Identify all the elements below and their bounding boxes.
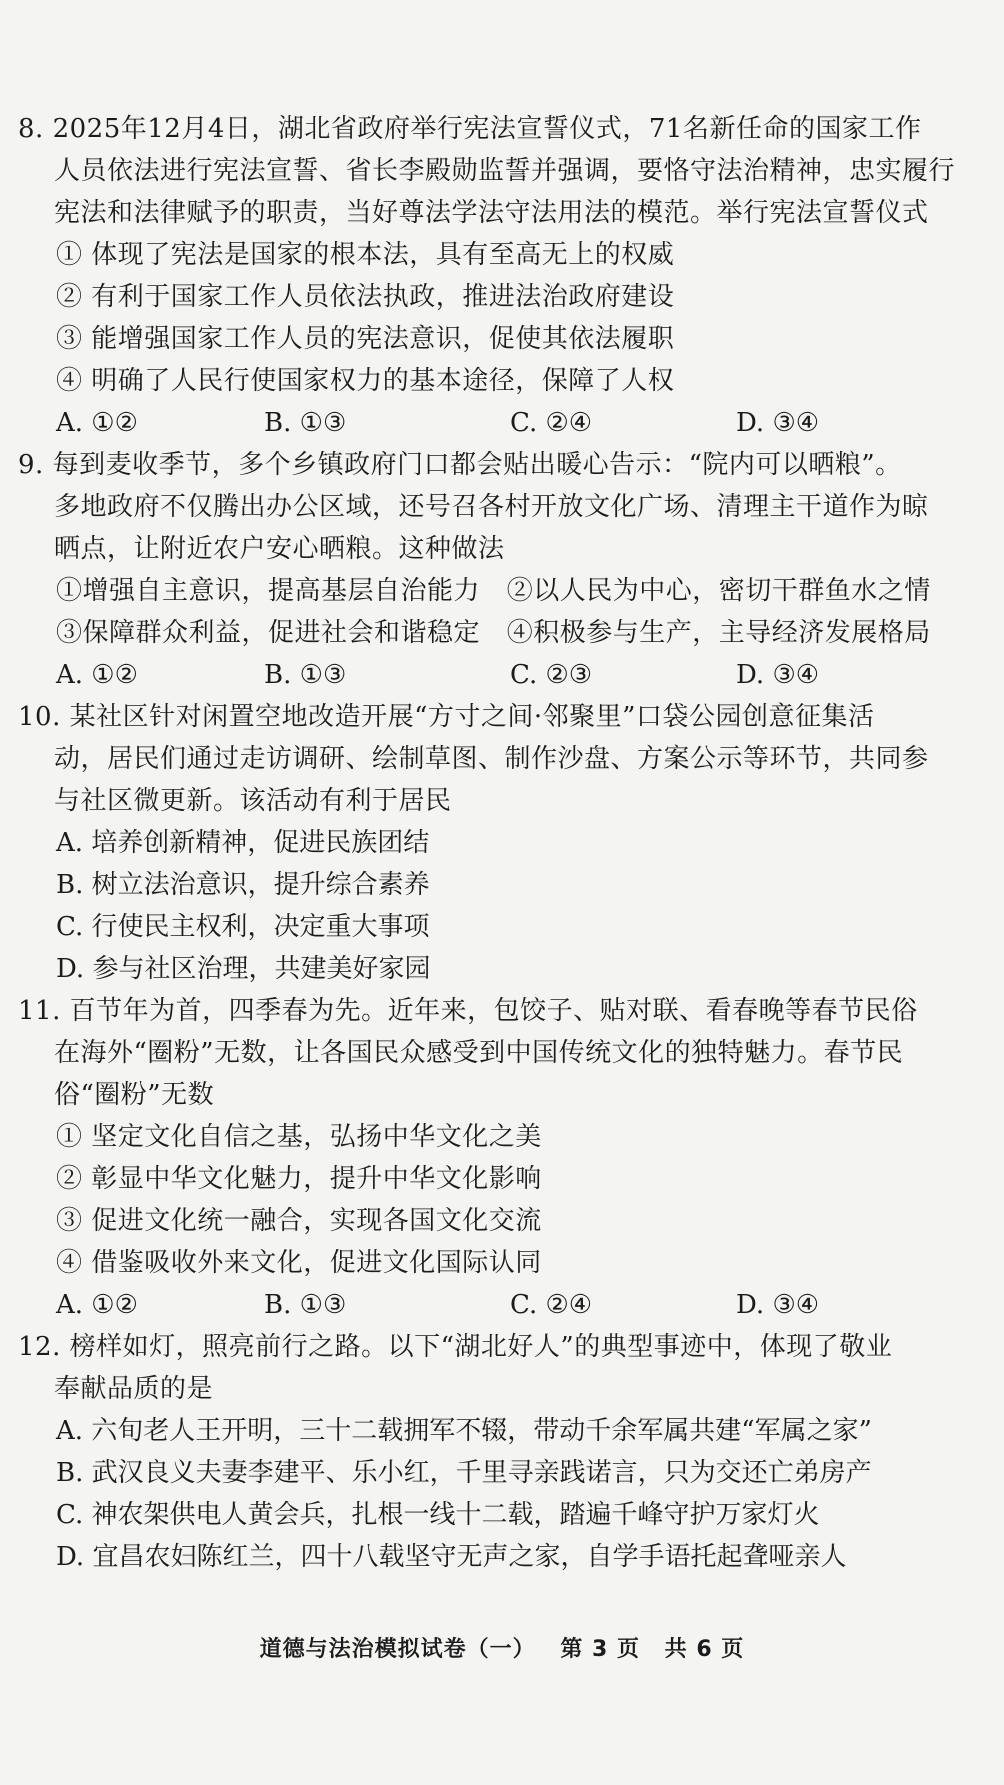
choice-a: A. ①② (56, 1290, 138, 1320)
statement: ①增强自主意识，提高基层自治能力 (56, 576, 481, 606)
page-number: 第 3 页 (560, 1637, 640, 1662)
choice-c: C. 神农架供电人黄会兵，扎根一线十二载，踏遍千峰守护万家灯火 (56, 1500, 820, 1530)
choice-b: B. 武汉良义夫妻李建平、乐小红，千里寻亲践诺言，只为交还亡弟房产 (56, 1458, 872, 1488)
choice-row (18, 1284, 950, 1326)
question-stem-line: 动，居民们通过走访调研、绘制草图、制作沙盘、方案公示等环节，共同参 (54, 744, 929, 774)
statement: ③保障群众利益，促进社会和谐稳定 (56, 618, 481, 648)
statement: ④ 借鉴吸收外来文化，促进文化国际认同 (56, 1248, 542, 1278)
statement-pair-row (18, 570, 950, 612)
question-stem-line: 奉献品质的是 (54, 1374, 214, 1404)
statement: ③ 能增强国家工作人员的宪法意识，促使其依法履职 (56, 324, 675, 354)
question-stem-line: 晒点，让附近农户安心晒粮。这种做法 (54, 534, 505, 564)
question-10 (18, 696, 950, 990)
choice-b: B. ①③ (264, 660, 347, 690)
question-9 (18, 444, 950, 696)
question-stem-line: 11. 百节年为首，四季春为先。近年来，包饺子、贴对联、看春晚等春节民俗 (18, 996, 918, 1026)
statement: ④积极参与生产，主导经济发展格局 (506, 618, 931, 648)
choice-c: C. 行使民主权利，决定重大事项 (56, 912, 430, 942)
choice-d: D. 参与社区治理，共建美好家园 (56, 954, 431, 984)
question-stem-line: 10. 某社区针对闲置空地改造开展“方寸之间·邻聚里”口袋公园创意征集活 (18, 702, 875, 732)
choice-b: B. ①③ (264, 1290, 347, 1320)
question-stem-line: 宪法和法律赋予的职责，当好尊法学法守法用法的模范。举行宪法宣誓仪式 (54, 198, 929, 228)
choice-a: A. ①② (56, 408, 138, 438)
exam-title: 道德与法治模拟试卷（一） (259, 1637, 536, 1662)
choice-b: B. 树立法治意识，提升综合素养 (56, 870, 430, 900)
choice-d: D. 宜昌农妇陈红兰，四十八载坚守无声之家，自学手语托起聋哑亲人 (56, 1542, 847, 1572)
statement: ① 坚定文化自信之基，弘扬中华文化之美 (56, 1122, 542, 1152)
choice-row (18, 654, 950, 696)
statement: ③ 促进文化统一融合，实现各国文化交流 (56, 1206, 542, 1236)
statement: ④ 明确了人民行使国家权力的基本途径，保障了人权 (56, 366, 675, 396)
choice-a: A. ①② (56, 660, 138, 690)
choice-row (18, 402, 950, 444)
statement: ②以人民为中心，密切干群鱼水之情 (506, 576, 931, 606)
question-stem-line: 多地政府不仅腾出办公区域，还号召各村开放文化广场、清理主干道作为晾 (54, 492, 929, 522)
choice-d: D. ③④ (736, 408, 820, 438)
page-total: 共 6 页 (664, 1637, 745, 1662)
question-stem-line: 俗“圈粉”无数 (54, 1080, 215, 1110)
question-11 (18, 990, 950, 1326)
question-12 (18, 1326, 950, 1578)
question-stem-line: 在海外“圈粉”无数，让各国民众感受到中国传统文化的独特魅力。春节民 (54, 1038, 904, 1068)
choice-c: C. ②④ (510, 1290, 593, 1320)
question-stem-line: 9. 每到麦收季节，多个乡镇政府门口都会贴出暖心告示：“院内可以晒粮”。 (18, 450, 902, 480)
choice-a: A. 六旬老人王开明，三十二载拥军不辍，带动千余军属共建“军属之家” (56, 1416, 872, 1446)
question-stem-line: 12. 榜样如灯，照亮前行之路。以下“湖北好人”的典型事迹中，体现了敬业 (18, 1332, 893, 1362)
statement-pair-row (18, 612, 950, 654)
choice-c: C. ②③ (510, 660, 593, 690)
statement: ② 彰显中华文化魅力，提升中华文化影响 (56, 1164, 542, 1194)
choice-a: A. 培养创新精神，促进民族团结 (56, 828, 430, 858)
question-8 (18, 108, 956, 444)
choice-b: B. ①③ (264, 408, 347, 438)
page-footer (0, 1632, 1004, 1663)
question-stem-line: 人员依法进行宪法宣誓、省长李殿勋监誓并强调，要恪守法治精神，忠实履行 (54, 156, 956, 186)
question-stem-line: 8. 2025年12月4日，湖北省政府举行宪法宣誓仪式，71名新任命的国家工作 (18, 114, 922, 144)
choice-c: C. ②④ (510, 408, 593, 438)
question-stem-line: 与社区微更新。该活动有利于居民 (54, 786, 452, 816)
statement: ② 有利于国家工作人员依法执政，推进法治政府建设 (56, 282, 675, 312)
choice-d: D. ③④ (736, 1290, 820, 1320)
statement: ① 体现了宪法是国家的根本法，具有至高无上的权威 (56, 240, 675, 270)
choice-d: D. ③④ (736, 660, 820, 690)
